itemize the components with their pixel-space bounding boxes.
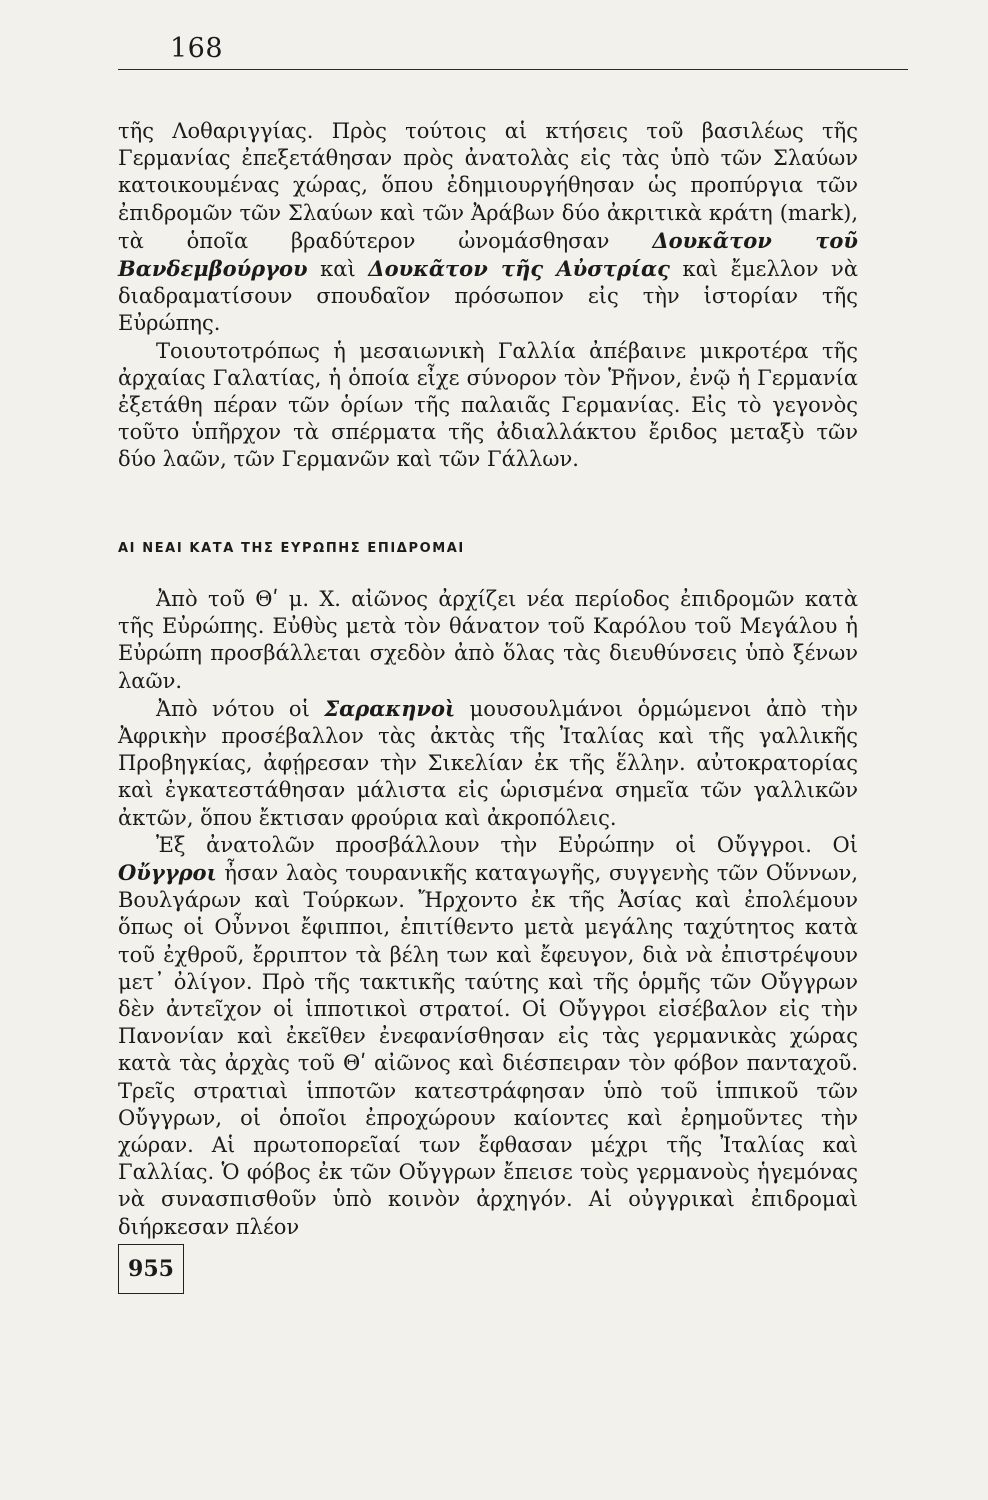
header-rule (118, 69, 908, 70)
paragraph (118, 832, 858, 1241)
paragraph: Ἀπὸ τοῦ Θʹ μ. Χ. αἰῶνος ἀρχίζει νέα περίοδος ἐπιδρομῶν κατὰ τῆς Εὐρώπης. Εὐθὺς μετὰ τὸν θάνατον τοῦ Καρόλου τοῦ Μεγάλου ἡ Εὐρώπη προσβάλλεται σχεδὸν ἀπὸ ὅλας τὰς διευθύνσεις ὑπὸ ξένων λαῶν. (118, 587, 858, 693)
margin-date-box: 955 (118, 1244, 184, 1294)
emphasis-term: Δουκᾶτον τοῦ Βανδεμβούργου (118, 227, 859, 282)
section-body-1 (118, 118, 858, 474)
paragraph: Τοιουτοτρόπως ἡ μεσαιωνικὴ Γαλλία ἀπέβαινε μικροτέρα τῆς ἀρχαίας Γαλατίας, ἡ ὁποία εἶχε σύνορον τὸν Ῥῆνον, ἐνῷ ἡ Γερμανία ἐξετάθη πέραν τῶν ὁρίων τῆς παλαιᾶς Γερμανίας. Εἰς τὸ γεγονὸς τοῦτο ὑπῆρχον τὰ σπέρματα τῆς ἀδιαλλάκτου ἔριδος μεταξὺ τῶν δύο λαῶν, τῶν Γερμανῶν καὶ τῶν Γάλλων. (118, 338, 858, 472)
emphasis-term: Οὔγγροι (118, 860, 217, 886)
text-run: καὶ ἔμελλον νὰ διαδραματίσουν σπουδαῖον πρόσωπον εἰς τὴν ἱστορίαν τῆς Εὐρώπης. (118, 257, 859, 336)
section-body-2 (118, 586, 858, 1241)
paragraph (118, 118, 858, 338)
text-run: Ἀπὸ νότου οἱ (156, 696, 325, 721)
emphasis-term: Δουκᾶτον τῆς Αὐστρίας (368, 256, 670, 282)
text-run: καὶ (307, 257, 369, 282)
page-number: 168 (170, 33, 224, 64)
paragraph (118, 695, 858, 832)
text-run: μουσουλμάνοι ὁρμώμενοι ἀπὸ τὴν Ἀφρικὴν προσέβαλλον τὰς ἀκτὰς τῆς Ἰταλίας καὶ τῆς γαλλικῆς Προβηγκίας, ἀφῄρεσαν τὴν Σικελίαν ἐκ τῆς ἕλλην. αὐτοκρατορίας καὶ ἐγκατεστάθησαν μάλιστα εἰς ὡρισμένα σημεῖα τῶν γαλλικῶν ἀκτῶν, ὅπου ἔκτισαν φρούρια καὶ ἀκροπόλεις. (118, 696, 859, 830)
section-heading: ΑΙ ΝΕΑΙ ΚΑΤΑ ΤΗΣ ΕΥΡΩΠΗΣ ΕΠΙΔΡΟΜΑΙ (118, 541, 465, 556)
text-run: ἦσαν λαὸς τουρανικῆς καταγωγῆς, συγγενὴς τῶν Οὕννων, Βουλγάρων καὶ Τούρκων. Ἤρχοντο ἐκ τῆς Ἀσίας καὶ ἐπολέμουν ὅπως οἱ Οὖννοι ἔφιπποι, ἐπιτίθεντο μετὰ μεγάλης ταχύτητος κατὰ τοῦ ἐχθροῦ, ἔρριπτον τὰ βέλη των καὶ ἔφευγον, διὰ νὰ ἐπιστρέψουν μετ᾽ ὀλίγον. Πρὸ τῆς τακτικῆς ταύτης καὶ τῆς ὁρμῆς τῶν Οὔγγρων δὲν ἀντεῖχον οἱ ἱπποτικοὶ στρατοί. Οἱ Οὔγγροι εἰσέβαλον εἰς τὴν Πανονίαν καὶ ἐκεῖθεν ἐνεφανίσθησαν εἰς τὰς γερμανικὰς χώρας κατὰ τὰς ἀρχὰς τοῦ Θʹ αἰῶνος καὶ διέσπειραν τὸν φόβον πανταχοῦ. Τρεῖς στρατιαὶ ἱπποτῶν κατεστράφησαν ὑπὸ τοῦ ἱππικοῦ τῶν Οὔγγρων, οἱ ὁποῖοι ἐπροχώρουν καίοντες καὶ ἐρημοῦντες τὴν χώραν. Αἱ πρωτοπορεῖαί των ἔφθασαν μέχρι τῆς Ἰταλίας καὶ Γαλλίας. Ὁ φόβος ἐκ τῶν Οὔγγρων ἔπεισε τοὺς γερμανοὺς ἡγεμόνας νὰ συνασπισθοῦν ὑπὸ κοινὸν ἀρχηγόν. Αἱ οὐγγρικαὶ ἐπιδρομαὶ διήρκεσαν πλέον (118, 861, 858, 1239)
emphasis-term: Σαρακηνοὶ (324, 695, 456, 721)
text-run: Ἐξ ἀνατολῶν προσβάλλουν τὴν Εὐρώπην οἱ Οὔγγροι. Οἱ (156, 832, 858, 857)
text-run: τῆς Λοθαριγγίας. Πρὸς τούτοις αἱ κτήσεις τοῦ βασιλέως τῆς Γερμανίας ἐπεξετάθησαν πρὸς ἀνατολὰς εἰς τὰς ὑπὸ τῶν Σλαύων κατοικουμένας χώρας, ὅπου ἐδημιουργήθησαν ὡς προπύργια τῶν ἐπιδρομῶν τῶν Σλαύων καὶ τῶν Ἀράβων δύο ἀκριτικὰ κράτη (mark), τὰ ὁποῖα βραδύτερον ὠνομάσθησαν (118, 119, 858, 253)
